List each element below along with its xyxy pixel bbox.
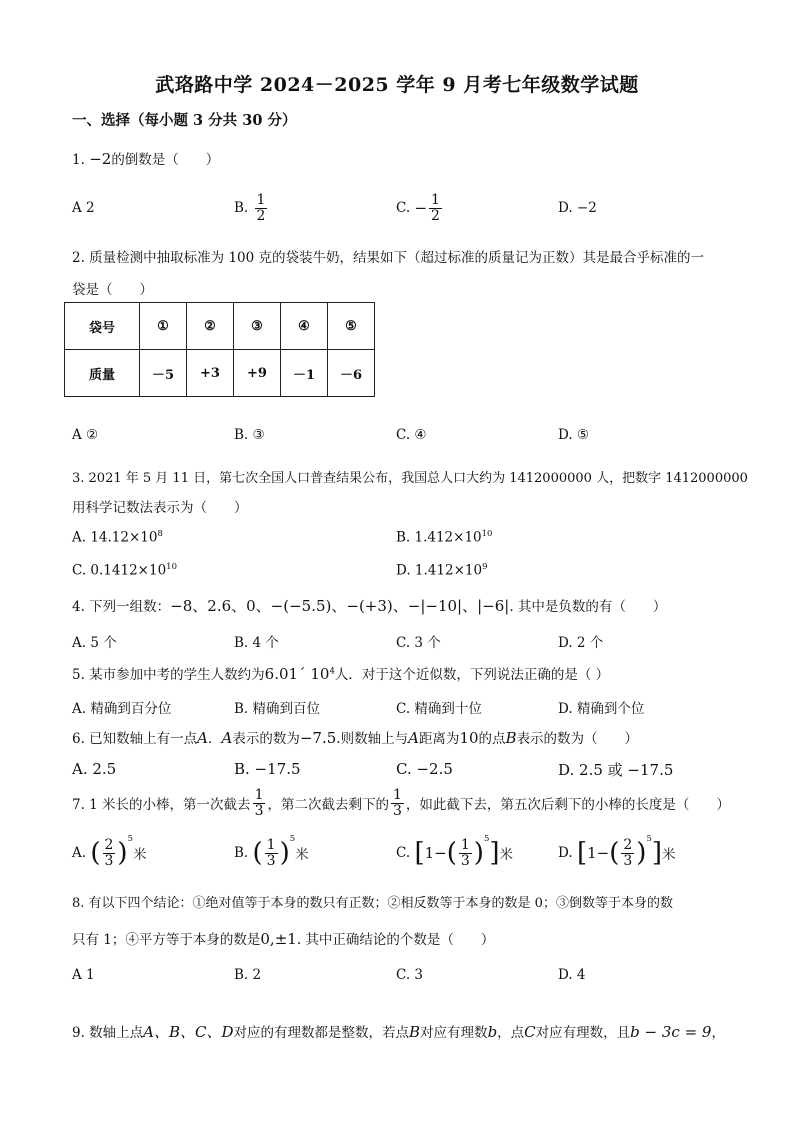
option-a[interactable]: A. 精确到百分位: [72, 701, 172, 717]
option-b[interactable]: B. ③: [234, 427, 265, 443]
option-d[interactable]: D. 4: [558, 967, 586, 983]
option-a[interactable]: A 2: [72, 200, 95, 216]
option-d[interactable]: D. 2 个: [558, 635, 604, 651]
option-c[interactable]: C. [ 1− ( $\frac{1}{3}$ ) $^5$ ] 米: [396, 834, 514, 869]
section-heading: 一、选择（每小题 3 分共 30 分）: [72, 112, 297, 129]
question-8-line2: 只有 1；④平方等于本身的数是0,±1. 其中正确结论的个数是（ ）: [72, 930, 495, 948]
fraction: $\frac{1}{2}$: [256, 191, 266, 224]
question-7-options: [72, 828, 722, 878]
option-c[interactable]: C. −2.5: [396, 760, 453, 778]
table-header: 袋号: [65, 303, 140, 350]
table-cell: －1: [281, 350, 328, 397]
option-a[interactable]: A. ( $\frac{2}{3}$ ) $^5$ 米: [72, 834, 147, 869]
option-d[interactable]: D. 精确到个位: [558, 701, 645, 717]
option-c[interactable]: C. 3: [396, 967, 424, 983]
option-a[interactable]: A ②: [72, 427, 99, 443]
question-2-line1: 2. 质量检测中抽取标准为 100 克的袋装牛奶，结果如下（超过标准的质量记为正数）其是最合乎标准的一: [72, 250, 705, 266]
exam-title: 武珞路中学 2024－2025 学年 9 月考七年级数学试题: [155, 74, 639, 96]
question-1-options: [72, 186, 722, 230]
question-4: 4. 下列一组数：−8、2.6、0、−(−5.5)、−(+3)、−|−10|、|−6|. 其中是负数的有（ ）: [72, 597, 667, 615]
option-b[interactable]: B. 2: [234, 967, 262, 983]
fraction: $\frac{1}{3}$: [392, 786, 402, 819]
question-8-options: [72, 962, 722, 988]
table-cell: ②: [187, 303, 234, 350]
question-5-options: [72, 694, 722, 720]
table-row: [65, 350, 375, 397]
option-b[interactable]: B. 4 个: [234, 635, 279, 651]
option-d[interactable]: D. −2: [558, 200, 597, 216]
question-2-options: [72, 420, 722, 450]
option-c[interactable]: C. 3 个: [396, 635, 441, 651]
option-a[interactable]: A. 5 个: [72, 635, 117, 651]
table-cell: －6: [328, 350, 375, 397]
table-cell: ⑤: [328, 303, 375, 350]
bag-table: [64, 302, 375, 397]
question-6: 6. 已知数轴上有一点A．A表示的数为−7.5.则数轴上与A距离为10的点B表示的数为（ ）: [72, 729, 639, 747]
question-8-line1: 8. 有以下四个结论：①绝对值等于本身的数只有正数；②相反数等于本身的数是 0；③倒数等于本身的数: [72, 896, 673, 911]
option-b[interactable]: B. ( $\frac{1}{3}$ ) $^5$ 米: [234, 834, 309, 869]
option-c[interactable]: C. $0.1412\times 10^{10}$: [72, 562, 177, 579]
q1-math: −2: [89, 150, 112, 168]
fraction: $\frac{1}{3}$: [254, 786, 264, 819]
option-a[interactable]: A. 2.5: [72, 760, 117, 778]
option-c[interactable]: C. 精确到十位: [396, 701, 482, 717]
table-row: [65, 303, 375, 350]
option-d[interactable]: D. 2.5 或 −17.5: [558, 760, 674, 779]
fraction: $\frac{1}{2}$: [431, 191, 440, 224]
table-cell: +3: [187, 350, 234, 397]
table-header: 质量: [65, 350, 140, 397]
table-cell: ③: [234, 303, 281, 350]
option-b[interactable]: B. $\frac{1}{2}$: [234, 191, 266, 224]
table-cell: +9: [234, 350, 281, 397]
option-c[interactable]: C. − $\frac{1}{2}$: [396, 191, 440, 224]
question-3-line1: 3. 2021 年 5 月 11 日，第七次全国人口普查结果公布，我国总人口大约为 1412000000 人，把数字 1412000000: [72, 471, 748, 486]
option-d[interactable]: D. ⑤: [558, 427, 590, 443]
question-3-line2: 用科学记数法表示为（ ）: [72, 500, 248, 516]
q4-numbers: −8、2.6、0、−(−5.5)、−(+3)、−|−10|、|−6|: [170, 597, 510, 615]
question-7: 7. 1 米长的小棒，第一次截去 $\frac{1}{3}$ ，第二次截去剩下的 $\frac{1}{3}$ ，如此截下去，第五次后剩下的小棒的长度是（ ）: [72, 786, 730, 819]
table-cell: ①: [140, 303, 187, 350]
table-cell: ④: [281, 303, 328, 350]
question-5: 5. 某市参加中考的学生人数约为6.01´ $10^4$人．对于这个近似数，下列说法正确的是（ ）: [72, 665, 610, 683]
question-2-line2: 袋是（ ）: [72, 282, 153, 298]
option-a[interactable]: A 1: [72, 967, 95, 983]
option-b[interactable]: B. 精确到百位: [234, 701, 321, 717]
table-cell: －5: [140, 350, 187, 397]
option-b[interactable]: B. $1.412\times 10^{10}$: [396, 529, 493, 546]
option-d[interactable]: D. $1.412\times 10^9$: [396, 562, 488, 579]
option-b[interactable]: B. −17.5: [234, 760, 301, 778]
option-d[interactable]: D. [ 1− ( $\frac{2}{3}$ ) $^5$ ] 米: [558, 834, 676, 869]
option-a[interactable]: A. $14.12\times 10^8$: [72, 529, 163, 546]
option-c[interactable]: C. ④: [396, 427, 427, 443]
question-9: 9. 数轴上点A、B、C、D对应的有理数都是整数，若点B对应有理数b，点C对应有理数，且b − 3c = 9，: [72, 1023, 725, 1041]
question-6-options: [72, 756, 722, 782]
question-1: 1. −2的倒数是（ ）: [72, 150, 220, 168]
question-4-options: [72, 628, 722, 654]
